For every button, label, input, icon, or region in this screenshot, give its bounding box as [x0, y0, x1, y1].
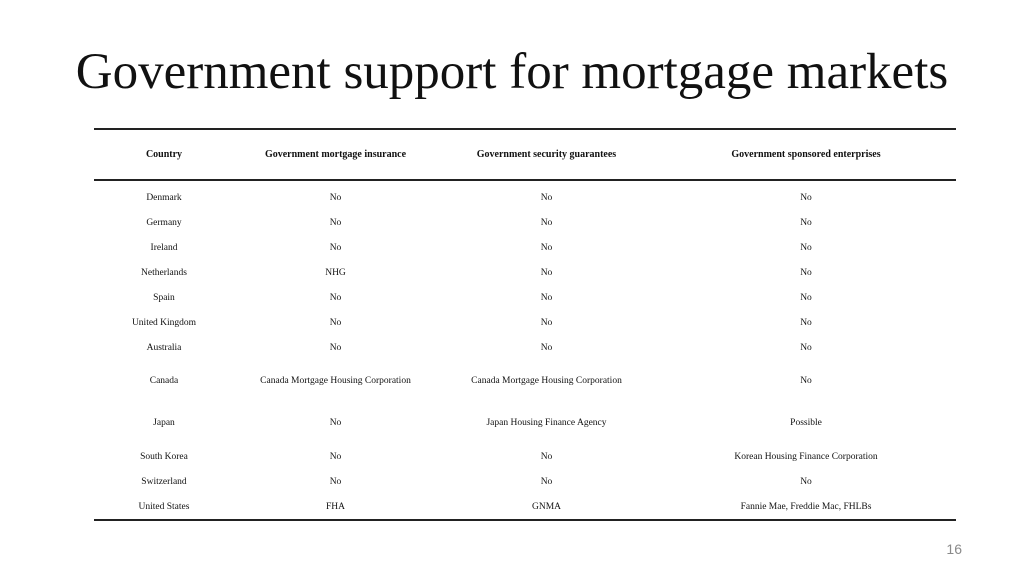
cell-sponsored-enterprises: No: [800, 242, 812, 253]
cell-sponsored-enterprises: Fannie Mae, Freddie Mac, FHLBs: [656, 494, 956, 520]
cell-sponsored-enterprises: No: [800, 476, 812, 487]
cell-security-guarantees: GNMA: [437, 494, 656, 520]
cell-mortgage-insurance: No: [329, 217, 342, 228]
cell-mortgage-insurance: No: [329, 242, 342, 253]
cell-security-guarantees: No: [540, 451, 553, 462]
cell-country: Germany: [146, 217, 182, 228]
cell-sponsored-enterprises: No: [800, 267, 812, 278]
cell-sponsored-enterprises: No: [800, 292, 812, 303]
table-row: [94, 444, 956, 469]
cell-security-guarantees: No: [540, 242, 553, 253]
cell-security-guarantees: No: [540, 192, 553, 203]
table-row: [94, 494, 956, 520]
cell-country: Australia: [146, 342, 182, 353]
cell-mortgage-insurance: No: [329, 418, 342, 428]
slide-title: Government support for mortgage markets: [75, 44, 949, 100]
header-security-guarantees: Government security guarantees: [437, 129, 656, 180]
header-country: Country: [94, 129, 234, 180]
cell-security-guarantees: No: [540, 292, 553, 303]
cell-mortgage-insurance: No: [329, 192, 342, 203]
table-row: [94, 285, 956, 310]
table-header-row: [94, 129, 956, 180]
cell-sponsored-enterprises: Korean Housing Finance Corporation: [734, 451, 878, 462]
cell-mortgage-insurance: NHG: [325, 267, 346, 278]
cell-sponsored-enterprises: No: [800, 217, 812, 228]
cell-country: Canada: [149, 376, 179, 386]
cell-mortgage-insurance: No: [329, 476, 342, 487]
table-row: [94, 235, 956, 260]
cell-country: Japan: [153, 418, 175, 428]
cell-sponsored-enterprises: No: [800, 192, 812, 203]
cell-mortgage-insurance: No: [329, 342, 342, 353]
cell-mortgage-insurance: No: [329, 451, 342, 462]
cell-sponsored-enterprises: No: [800, 376, 812, 386]
header-sponsored-enterprises: Government sponsored enterprises: [656, 129, 956, 180]
cell-mortgage-insurance: Canada Mortgage Housing Corporation: [260, 376, 411, 386]
cell-security-guarantees: Canada Mortgage Housing Corporation: [471, 376, 622, 386]
cell-country: Spain: [153, 292, 175, 303]
cell-security-guarantees: Japan Housing Finance Agency: [486, 418, 607, 428]
cell-sponsored-enterprises: Possible: [790, 418, 822, 428]
cell-country: South Korea: [140, 451, 188, 462]
table-row: [94, 360, 956, 402]
page-number: 16: [946, 541, 962, 557]
cell-sponsored-enterprises: No: [800, 317, 812, 328]
cell-country: United States: [94, 494, 234, 520]
cell-country: Netherlands: [141, 267, 187, 278]
table-row: [94, 469, 956, 494]
cell-security-guarantees: No: [540, 342, 553, 353]
table-row: [94, 210, 956, 235]
table-row: [94, 335, 956, 360]
cell-mortgage-insurance: FHA: [234, 494, 437, 520]
header-mortgage-insurance: Government mortgage insurance: [234, 129, 437, 180]
cell-country: United Kingdom: [131, 317, 197, 328]
cell-country: Ireland: [150, 242, 178, 253]
table-row: [94, 402, 956, 444]
cell-country: Denmark: [146, 192, 182, 203]
cell-sponsored-enterprises: No: [800, 342, 812, 353]
cell-security-guarantees: No: [540, 217, 553, 228]
mortgage-support-table: [94, 128, 956, 521]
table-row: [94, 310, 956, 335]
cell-country: Switzerland: [141, 476, 187, 487]
cell-security-guarantees: No: [540, 476, 553, 487]
cell-security-guarantees: No: [540, 267, 553, 278]
table-row: [94, 180, 956, 210]
cell-mortgage-insurance: No: [329, 317, 342, 328]
cell-security-guarantees: No: [540, 317, 553, 328]
cell-mortgage-insurance: No: [329, 292, 342, 303]
table-row: [94, 260, 956, 285]
